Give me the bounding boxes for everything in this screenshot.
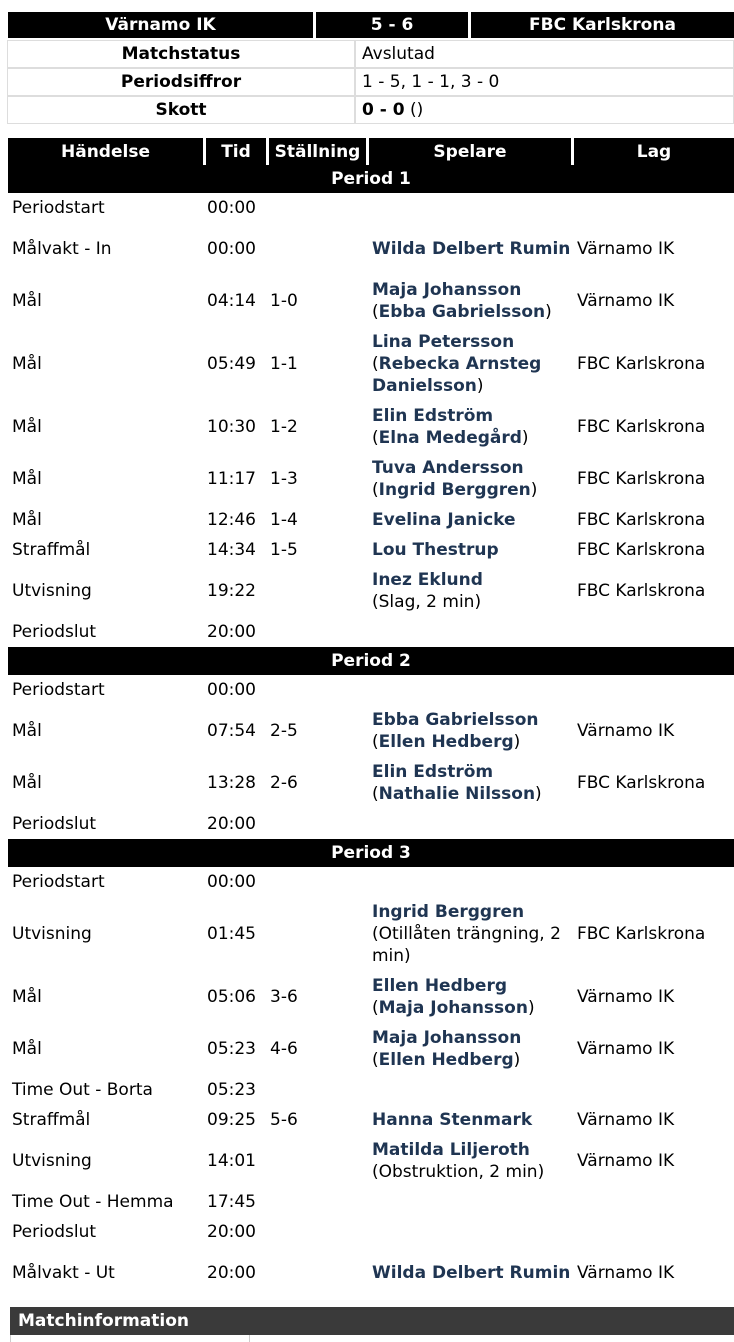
event-score: 1-2 (270, 417, 298, 437)
event-row (8, 1217, 734, 1247)
event-type: Straffmål (12, 540, 91, 560)
event-type: Periodstart (12, 872, 105, 892)
event-row (8, 453, 734, 505)
away-team-name: FBC Karlskrona (471, 12, 734, 38)
event-team: Värnamo IK (577, 291, 675, 311)
event-time: 20:00 (207, 814, 256, 834)
event-row (8, 1247, 734, 1299)
event-score: 1-0 (270, 291, 298, 311)
event-row (8, 867, 734, 897)
assist-player-link[interactable]: Elna Medegård (378, 428, 522, 448)
event-team (571, 675, 734, 705)
player-link[interactable]: Evelina Janicke (372, 510, 516, 530)
home-team-name: Värnamo IK (8, 12, 313, 38)
event-team (571, 867, 734, 897)
event-score (266, 897, 366, 971)
event-row (8, 809, 734, 839)
event-time: 20:00 (207, 622, 256, 642)
event-score: 2-5 (270, 721, 298, 741)
event-row (8, 1075, 734, 1105)
event-score: 5-6 (270, 1110, 298, 1130)
event-type: Time Out - Hemma (12, 1192, 174, 1212)
event-team (571, 617, 734, 647)
event-type: Mål (12, 721, 42, 741)
event-row (8, 223, 734, 275)
event-team: Värnamo IK (577, 239, 675, 259)
event-player-cell: Tuva Andersson (Ingrid Berggren) (372, 458, 538, 500)
event-time: 14:01 (207, 1151, 256, 1171)
event-team: FBC Karlskrona (577, 773, 706, 793)
event-type: Straffmål (12, 1110, 91, 1130)
event-player-cell (366, 1187, 571, 1217)
event-player-cell (366, 1135, 571, 1187)
event-player-cell (366, 617, 571, 647)
event-team: FBC Karlskrona (577, 581, 706, 601)
period-label: Period 1 (8, 165, 734, 193)
event-player-cell: Elin Edström (Nathalie Nilsson) (372, 762, 542, 804)
event-player-cell (366, 1105, 571, 1135)
event-row (8, 565, 734, 617)
event-player-cell (366, 897, 571, 971)
match-information-table-edge (10, 1335, 734, 1342)
event-time: 14:34 (207, 540, 256, 560)
player-link[interactable]: Maja Johansson (372, 1028, 522, 1048)
column-header-score: Ställning (266, 138, 366, 165)
column-header-team: Lag (571, 138, 734, 165)
event-row (8, 327, 734, 401)
match-information-header: Matchinformation (10, 1307, 734, 1335)
event-score (266, 1217, 366, 1247)
shots-value: 0 - 0 (362, 100, 405, 120)
event-score: 2-6 (270, 773, 298, 793)
assist-player-link[interactable]: Rebecka Arnsteg Danielsson (372, 354, 542, 396)
event-type: Periodstart (12, 198, 105, 218)
event-time: 20:00 (207, 1263, 256, 1283)
divider (249, 1335, 250, 1342)
info-value (355, 96, 734, 124)
event-score (266, 1187, 366, 1217)
final-score: 5 - 6 (316, 12, 468, 38)
period-label: Period 3 (8, 839, 734, 867)
penalty-reason: (Slag, 2 min) (372, 592, 482, 612)
assist-player-link[interactable]: Ingrid Berggren (378, 480, 531, 500)
event-player-cell: Elin Edström (Elna Medegård) (372, 406, 529, 448)
event-type: Utvisning (12, 581, 92, 601)
event-type: Utvisning (12, 1151, 92, 1171)
match-summary-table (7, 40, 734, 124)
event-type: Mål (12, 354, 42, 374)
period-row (8, 647, 734, 675)
event-team: FBC Karlskrona (577, 417, 706, 437)
event-time: 00:00 (207, 198, 256, 218)
event-player-cell: Lina Petersson (Rebecka Arnsteg Danielsson) (372, 332, 542, 396)
assist-player-link[interactable]: Nathalie Nilsson (378, 784, 536, 804)
event-time: 12:46 (207, 510, 256, 530)
event-row (8, 193, 734, 223)
event-team: FBC Karlskrona (577, 540, 706, 560)
info-row (7, 68, 734, 96)
event-time: 00:00 (207, 239, 256, 259)
event-score: 3-6 (270, 987, 298, 1007)
column-header-player: Spelare (366, 138, 571, 165)
event-row (8, 675, 734, 705)
event-type: Mål (12, 417, 42, 437)
event-player-cell (366, 505, 571, 535)
event-type: Periodslut (12, 622, 97, 642)
event-team (571, 1075, 734, 1105)
event-team: Värnamo IK (577, 1263, 675, 1283)
event-time: 11:17 (207, 469, 256, 489)
event-player-cell: Maja Johansson (Ebba Gabrielsson) (372, 280, 552, 322)
event-type: Mål (12, 987, 42, 1007)
column-header-event: Händelse (8, 138, 203, 165)
player-link[interactable]: Lina Petersson (372, 332, 515, 352)
event-player-cell (366, 675, 571, 705)
event-team: FBC Karlskrona (577, 469, 706, 489)
event-team: Värnamo IK (577, 1110, 675, 1130)
info-key: Matchstatus (7, 40, 355, 68)
event-time: 09:25 (207, 1110, 256, 1130)
event-time: 04:14 (207, 291, 256, 311)
event-type: Periodslut (12, 1222, 97, 1242)
event-team: FBC Karlskrona (577, 510, 706, 530)
event-player-cell: Ellen Hedberg (Maja Johansson) (372, 976, 535, 1018)
event-score: 1-1 (270, 354, 298, 374)
score-header (8, 12, 734, 38)
info-value: Avslutad (355, 40, 734, 68)
player-link[interactable]: Ellen Hedberg (372, 976, 507, 996)
event-score (266, 617, 366, 647)
event-player-cell (366, 1217, 571, 1247)
event-type: Periodstart (12, 680, 105, 700)
event-score: 1-3 (270, 469, 298, 489)
event-time: 00:00 (207, 872, 256, 892)
event-type: Mål (12, 510, 42, 530)
event-row (8, 617, 734, 647)
events-body (8, 165, 734, 1299)
event-player-cell (366, 809, 571, 839)
event-team: Värnamo IK (577, 1039, 675, 1059)
event-time: 10:30 (207, 417, 256, 437)
event-row (8, 757, 734, 809)
event-row (8, 1023, 734, 1075)
events-header-row (8, 138, 734, 165)
event-time: 05:49 (207, 354, 256, 374)
event-time: 00:00 (207, 680, 256, 700)
info-key: Periodsiffror (7, 68, 355, 96)
event-type: Mål (12, 469, 42, 489)
shots-extra: () (404, 100, 424, 120)
event-type: Utvisning (12, 924, 92, 944)
event-time: 07:54 (207, 721, 256, 741)
info-row (7, 40, 734, 68)
event-type: Målvakt - In (12, 239, 112, 259)
player-link[interactable]: Ebba Gabrielsson (372, 710, 539, 730)
event-score (266, 1247, 366, 1299)
column-header-time: Tid (203, 138, 266, 165)
event-player-cell: Maja Johansson (Ellen Hedberg) (372, 1028, 522, 1070)
event-row (8, 971, 734, 1023)
event-player-cell (366, 1247, 571, 1299)
assist-player-link[interactable]: Maja Johansson (378, 998, 528, 1018)
event-score (266, 1135, 366, 1187)
player-link[interactable]: Elin Edström (372, 406, 494, 426)
event-row (8, 505, 734, 535)
event-time: 19:22 (207, 581, 256, 601)
event-row (8, 401, 734, 453)
event-type: Mål (12, 1039, 42, 1059)
event-team: FBC Karlskrona (577, 354, 706, 374)
player-link[interactable]: Ingrid Berggren (372, 902, 525, 922)
player-link[interactable]: Tuva Andersson (372, 458, 524, 478)
event-row (8, 535, 734, 565)
event-team (571, 1217, 734, 1247)
event-row (8, 897, 734, 971)
event-score (266, 1075, 366, 1105)
event-score: 1-5 (270, 540, 298, 560)
period-row (8, 165, 734, 193)
events-table (8, 138, 734, 1299)
assist-player-link[interactable]: Ellen Hedberg (378, 732, 514, 752)
penalty-reason: (Obstruktion, 2 min) (372, 1162, 545, 1182)
event-score (266, 223, 366, 275)
event-score (266, 565, 366, 617)
event-team (571, 809, 734, 839)
event-player-cell: Ebba Gabrielsson (Ellen Hedberg) (372, 710, 539, 752)
event-type: Mål (12, 773, 42, 793)
player-link[interactable]: Wilda Delbert Rumin (372, 1263, 571, 1283)
event-time: 01:45 (207, 924, 256, 944)
event-score (266, 809, 366, 839)
event-score (266, 867, 366, 897)
event-score (266, 193, 366, 223)
event-player-cell (366, 867, 571, 897)
event-time: 05:06 (207, 987, 256, 1007)
event-score: 4-6 (270, 1039, 298, 1059)
player-link[interactable]: Hanna Stenmark (372, 1110, 533, 1130)
player-link[interactable]: Matilda Liljeroth (372, 1140, 530, 1160)
event-row (8, 1105, 734, 1135)
player-link[interactable]: Lou Thestrup (372, 540, 499, 560)
info-value: 1 - 5, 1 - 1, 3 - 0 (355, 68, 734, 96)
period-label: Period 2 (8, 647, 734, 675)
event-time: 17:45 (207, 1192, 256, 1212)
player-link[interactable]: Maja Johansson (372, 280, 522, 300)
event-player-cell (366, 565, 571, 617)
player-link[interactable]: Elin Edström (372, 762, 494, 782)
event-type: Periodslut (12, 814, 97, 834)
player-link[interactable]: Inez Eklund (372, 570, 483, 590)
event-row (8, 275, 734, 327)
event-row (8, 705, 734, 757)
event-player-cell (366, 1075, 571, 1105)
event-score (266, 675, 366, 705)
event-team: Värnamo IK (577, 721, 675, 741)
event-type: Time Out - Borta (12, 1080, 153, 1100)
event-player-cell (366, 223, 571, 275)
event-player-cell (366, 193, 571, 223)
event-row (8, 1187, 734, 1217)
event-time: 20:00 (207, 1222, 256, 1242)
info-row (7, 96, 734, 124)
event-player-cell (366, 535, 571, 565)
event-team: Värnamo IK (577, 1151, 675, 1171)
assist-player-link[interactable]: Ellen Hedberg (378, 1050, 514, 1070)
event-time: 05:23 (207, 1039, 256, 1059)
event-row (8, 1135, 734, 1187)
event-time: 13:28 (207, 773, 256, 793)
event-time: 05:23 (207, 1080, 256, 1100)
player-link[interactable]: Wilda Delbert Rumin (372, 239, 571, 259)
info-key: Skott (7, 96, 355, 124)
penalty-reason: (Otillåten trängning, 2 min) (372, 924, 561, 966)
event-team: Värnamo IK (577, 987, 675, 1007)
event-type: Mål (12, 291, 42, 311)
event-score: 1-4 (270, 510, 298, 530)
assist-player-link[interactable]: Ebba Gabrielsson (378, 302, 546, 322)
event-team (571, 193, 734, 223)
period-row (8, 839, 734, 867)
event-type: Målvakt - Ut (12, 1263, 115, 1283)
event-team: FBC Karlskrona (577, 924, 706, 944)
event-team (571, 1187, 734, 1217)
